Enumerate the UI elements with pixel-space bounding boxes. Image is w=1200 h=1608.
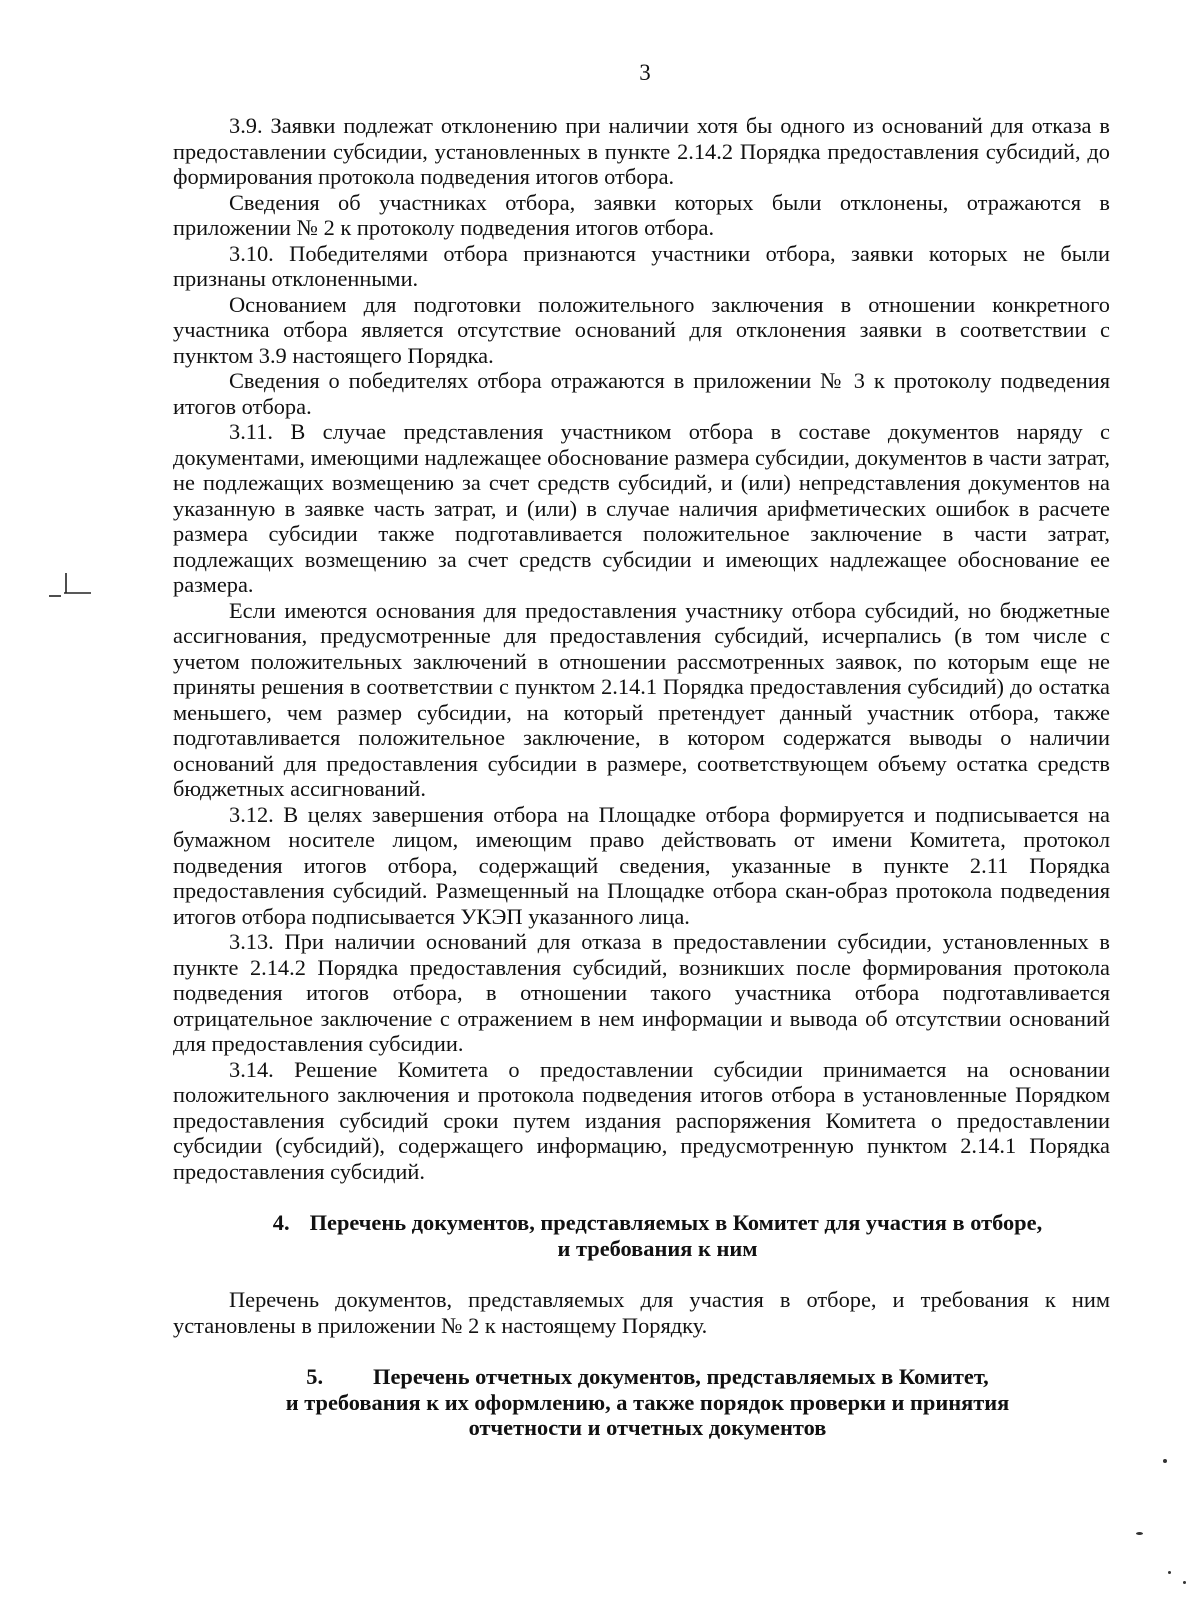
section-4-title-line-2: и требования к ним (557, 1235, 758, 1261)
paragraph-3-14: 3.14. Решение Комитета о предоставлении субсидии принимается на основании положительного заключения и протокола подведения итогов отбора в установленные Порядком предоставления субсидий сроки путем издания распоряжения Комитета о предоставлении субсидии (субсидий), содержащего информацию, предусмотренную пунктом 2.14.1 Порядка предоставления субсидий. (173, 1056, 1110, 1184)
paragraph-3-11: 3.11. В случае представления участником отбора в составе документов наряду с документами, имеющими надлежащее обоснование размера субсидии, документов в части затрат, не подлежащих возмещению за счет средств субсидий, и (или) непредставления документов на указанную в заявке часть затрат, и (или) в случае наличия арифметических ошибок в расчете размера субсидии также подготавливается положительное заключение в части затрат, подлежащих возмещению за счет средств субсидии и имеющих надлежащее обоснование ее размера. (173, 419, 1110, 597)
section-4-heading (173, 1210, 1110, 1261)
section-4-title-line-1: Перечень документов, представляемых в Комитет для участия в отборе, (309, 1210, 1043, 1235)
scan-speck (1163, 1459, 1167, 1463)
document-body (173, 113, 1110, 1441)
section-5-title-line-2: и требования к их оформлению, а также порядок проверки и принятия (285, 1389, 1010, 1415)
paragraph-3-10: 3.10. Победителями отбора признаются участники отбора, заявки которых не были признаны отклоненными. (173, 240, 1110, 291)
page-number: 3 (639, 60, 651, 85)
paragraph-winners-info: Сведения о победителях отбора отражаются в приложении № 3 к протоколу подведения итогов отбора. (173, 368, 1110, 419)
section-5-number: 5. (306, 1364, 324, 1389)
paragraph-budget-exhausted: Если имеются основания для предоставления участнику отбора субсидий, но бюджетные ассигнования, предусмотренные для предоставления субсидий, исчерпались (в том числе с учетом положительных заключений в отношении рассмотренных заявок, по которым еще не приняты решения в соответствии с пунктом 2.14.1 Порядка предоставления субсидий) до остатка меньшего, чем размер субсидии, на который претендует данный участник отбора, также подготавливается положительное заключение, в котором содержатся выводы о наличии оснований для предоставления субсидии в размере, соответствующем объему остатка средств бюджетных ассигнований. (173, 597, 1110, 801)
binding-margin-mark (47, 571, 95, 605)
scan-speck (1183, 1581, 1186, 1584)
section-5-title-line-1: Перечень отчетных документов, представляемых в Комитет, (373, 1364, 989, 1389)
section-5-heading (173, 1364, 1110, 1441)
paragraph-rejected-info: Сведения об участниках отбора, заявки которых были отклонены, отражаются в приложении № 2 к протоколу подведения итогов отбора. (173, 189, 1110, 240)
section-4-text: Перечень документов, представляемых для участия в отборе, и требования к ним установлены в приложении № 2 к настоящему Порядку. (173, 1287, 1110, 1338)
scan-speck (1168, 1571, 1171, 1574)
paragraph-3-12: 3.12. В целях завершения отбора на Площадке отбора формируется и подписывается на бумажном носителе лицом, имеющим право действовать от имени Комитета, протокол подведения итогов отбора, содержащий сведения, указанные в пункте 2.11 Порядка предоставления субсидий. Размещенный на Площадке отбора скан-образ протокола подведения итогов отбора подписывается УКЭП указанного лица. (173, 801, 1110, 929)
scan-speck (1136, 1532, 1143, 1535)
paragraph-3-13: 3.13. При наличии оснований для отказа в предоставлении субсидии, установленных в пункте 2.14.2 Порядка предоставления субсидий, возникших после формирования протокола подведения итогов отбора, в отношении такого участника отбора подготавливается отрицательное заключение с отражением в нем информации и вывода об отсутствии оснований для предоставления субсидии. (173, 929, 1110, 1056)
section-5-title-line-3: отчетности и отчетных документов (468, 1415, 827, 1440)
section-4-number: 4. (272, 1210, 290, 1235)
paragraph-3-9: 3.9. Заявки подлежат отклонению при наличии хотя бы одного из оснований для отказа в предоставлении субсидии, установленных в пункте 2.14.2 Порядка предоставления субсидий, до формирования протокола подведения итогов отбора. (173, 113, 1110, 189)
paragraph-positive-conclusion: Основанием для подготовки положительного заключения в отношении конкретного участника отбора является отсутствие оснований для отклонения заявки в соответствии с пунктом 3.9 настоящего Порядка. (173, 291, 1110, 368)
